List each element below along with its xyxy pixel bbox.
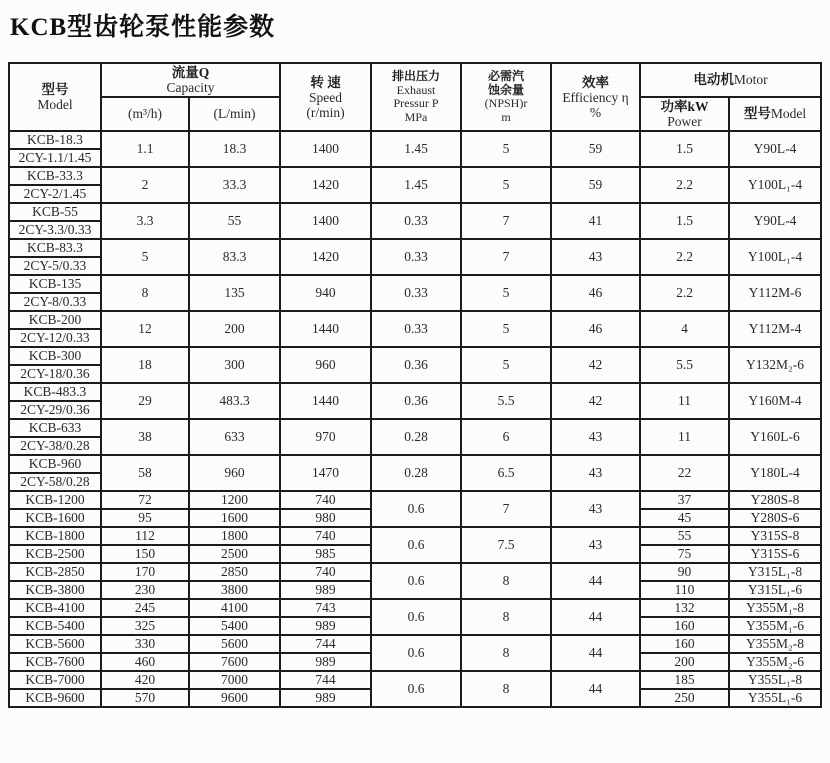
cell-power: 1.5	[640, 203, 729, 239]
cell-capacity-m3h: 29	[101, 383, 189, 419]
col-header-power	[640, 97, 729, 131]
cell-capacity-lmin: 18.3	[189, 131, 280, 167]
cell-model-2cy: 2CY-58/0.28	[9, 473, 101, 491]
col-header-m3h: (m³/h)	[101, 97, 189, 131]
cell-power: 1.5	[640, 131, 729, 167]
cell-capacity-lmin: 300	[189, 347, 280, 383]
cell-pressure: 0.6	[371, 563, 461, 599]
cell-model-2cy: 2CY-38/0.28	[9, 437, 101, 455]
cell-speed: 1400	[280, 203, 371, 239]
cell-motor-model: Y90L-4	[729, 203, 821, 239]
header-line: 型号	[41, 82, 69, 97]
cell-model-kcb: KCB-1200	[9, 491, 101, 509]
cell-efficiency: 44	[551, 671, 640, 707]
table-row	[9, 563, 821, 581]
col-header-lmin: (L/min)	[189, 97, 280, 131]
table-row	[9, 131, 821, 149]
header-line: %	[589, 104, 602, 120]
cell-motor-model: Y355L₁-8	[729, 671, 821, 689]
cell-speed: 740	[280, 563, 371, 581]
header-line: 必需汽	[488, 69, 525, 83]
cell-capacity-lmin: 1200	[189, 491, 280, 509]
page-title: KCB型齿轮泵性能参数	[10, 14, 276, 41]
cell-pressure: 0.6	[371, 671, 461, 707]
cell-speed: 1440	[280, 383, 371, 419]
cell-power: 2.2	[640, 167, 729, 203]
cell-capacity-lmin: 960	[189, 455, 280, 491]
cell-efficiency: 43	[551, 455, 640, 491]
cell-capacity-m3h: 330	[101, 635, 189, 653]
cell-power: 5.5	[640, 347, 729, 383]
header-line: 效率	[582, 74, 610, 90]
cell-capacity-m3h: 170	[101, 563, 189, 581]
header-line: MPa	[404, 109, 428, 124]
cell-model-kcb: KCB-55	[9, 203, 101, 221]
table-row	[9, 671, 821, 689]
cell-speed: 740	[280, 527, 371, 545]
cell-motor-model: Y160M-4	[729, 383, 821, 419]
cell-motor-model: Y355M₂-8	[729, 635, 821, 653]
cell-motor-model: Y180L-4	[729, 455, 821, 491]
cell-npsh: 5	[461, 347, 551, 383]
cell-efficiency: 44	[551, 563, 640, 599]
cell-motor-model: Y315L₁-6	[729, 581, 821, 599]
cell-pressure: 1.45	[371, 131, 461, 167]
cell-efficiency: 46	[551, 311, 640, 347]
cell-capacity-lmin: 5400	[189, 617, 280, 635]
cell-speed: 980	[280, 509, 371, 527]
cell-power: 45	[640, 509, 729, 527]
cell-capacity-m3h: 1.1	[101, 131, 189, 167]
cell-efficiency: 41	[551, 203, 640, 239]
table-row	[9, 383, 821, 401]
cell-model-kcb: KCB-33.3	[9, 167, 101, 185]
header-line: Efficiency η	[562, 89, 629, 105]
col-header-motor-model	[729, 97, 821, 131]
cell-pressure: 1.45	[371, 167, 461, 203]
cell-power: 185	[640, 671, 729, 689]
cell-capacity-m3h: 72	[101, 491, 189, 509]
header-line: Model	[770, 106, 807, 121]
cell-model-kcb: KCB-83.3	[9, 239, 101, 257]
cell-model-kcb: KCB-200	[9, 311, 101, 329]
cell-capacity-m3h: 150	[101, 545, 189, 563]
cell-capacity-m3h: 460	[101, 653, 189, 671]
cell-capacity-m3h: 245	[101, 599, 189, 617]
table-row	[9, 455, 821, 473]
cell-npsh: 7	[461, 203, 551, 239]
cell-model-kcb: KCB-5600	[9, 635, 101, 653]
cell-motor-model: Y280S-8	[729, 491, 821, 509]
cell-speed: 989	[280, 581, 371, 599]
cell-efficiency: 43	[551, 527, 640, 563]
cell-motor-model: Y355M₁-6	[729, 617, 821, 635]
header-line: 蚀余量	[488, 82, 525, 97]
table-row	[9, 203, 821, 221]
header-line: (r/min)	[306, 104, 345, 120]
header-line: 排出压力	[392, 69, 441, 83]
cell-model-kcb: KCB-5400	[9, 617, 101, 635]
cell-capacity-m3h: 2	[101, 167, 189, 203]
cell-motor-model: Y315S-6	[729, 545, 821, 563]
cell-pressure: 0.36	[371, 347, 461, 383]
cell-model-kcb: KCB-7600	[9, 653, 101, 671]
cell-speed: 1420	[280, 239, 371, 275]
cell-capacity-lmin: 483.3	[189, 383, 280, 419]
header-line: Motor	[733, 72, 768, 87]
cell-speed: 960	[280, 347, 371, 383]
cell-capacity-m3h: 112	[101, 527, 189, 545]
cell-pressure: 0.33	[371, 311, 461, 347]
cell-efficiency: 59	[551, 131, 640, 167]
cell-npsh: 5	[461, 131, 551, 167]
header-line: 型号	[743, 106, 771, 121]
cell-pressure: 0.28	[371, 419, 461, 455]
cell-pressure: 0.33	[371, 275, 461, 311]
cell-motor-model: Y160L-6	[729, 419, 821, 455]
cell-capacity-m3h: 58	[101, 455, 189, 491]
cell-model-kcb: KCB-135	[9, 275, 101, 293]
cell-speed: 744	[280, 671, 371, 689]
cell-speed: 940	[280, 275, 371, 311]
table-row	[9, 527, 821, 545]
header-line: m	[501, 109, 511, 124]
cell-capacity-lmin: 7000	[189, 671, 280, 689]
cell-motor-model: Y112M-6	[729, 275, 821, 311]
cell-capacity-lmin: 200	[189, 311, 280, 347]
cell-pressure: 0.28	[371, 455, 461, 491]
cell-model-2cy: 2CY-29/0.36	[9, 401, 101, 419]
cell-efficiency: 43	[551, 239, 640, 275]
table-row	[9, 239, 821, 257]
cell-pressure: 0.6	[371, 527, 461, 563]
cell-model-2cy: 2CY-5/0.33	[9, 257, 101, 275]
cell-capacity-lmin: 135	[189, 275, 280, 311]
cell-model-2cy: 2CY-18/0.36	[9, 365, 101, 383]
cell-capacity-lmin: 5600	[189, 635, 280, 653]
cell-efficiency: 59	[551, 167, 640, 203]
cell-motor-model: Y355M₁-8	[729, 599, 821, 617]
cell-capacity-lmin: 9600	[189, 689, 280, 707]
table-row	[9, 347, 821, 365]
cell-capacity-m3h: 5	[101, 239, 189, 275]
col-header-efficiency	[551, 63, 640, 131]
header-line: Capacity	[166, 80, 215, 95]
cell-speed: 970	[280, 419, 371, 455]
cell-model-2cy: 2CY-12/0.33	[9, 329, 101, 347]
cell-power: 132	[640, 599, 729, 617]
cell-model-2cy: 2CY-2/1.45	[9, 185, 101, 203]
cell-model-kcb: KCB-18.3	[9, 131, 101, 149]
cell-efficiency: 46	[551, 275, 640, 311]
cell-model-kcb: KCB-483.3	[9, 383, 101, 401]
table-header	[9, 63, 821, 131]
cell-power: 2.2	[640, 275, 729, 311]
cell-npsh: 5	[461, 167, 551, 203]
cell-capacity-lmin: 7600	[189, 653, 280, 671]
cell-npsh: 8	[461, 563, 551, 599]
cell-capacity-m3h: 18	[101, 347, 189, 383]
table-row	[9, 419, 821, 437]
cell-power: 110	[640, 581, 729, 599]
cell-efficiency: 43	[551, 491, 640, 527]
cell-model-kcb: KCB-4100	[9, 599, 101, 617]
header-line: 功率kW	[660, 99, 709, 114]
cell-efficiency: 44	[551, 599, 640, 635]
cell-model-2cy: 2CY-1.1/1.45	[9, 149, 101, 167]
cell-npsh: 5	[461, 311, 551, 347]
table-row	[9, 311, 821, 329]
cell-npsh: 5.5	[461, 383, 551, 419]
col-header-capacity	[101, 63, 280, 97]
cell-pressure: 0.6	[371, 491, 461, 527]
cell-power: 2.2	[640, 239, 729, 275]
header-row-1	[9, 63, 821, 97]
cell-model-kcb: KCB-633	[9, 419, 101, 437]
cell-power: 160	[640, 635, 729, 653]
cell-speed: 1470	[280, 455, 371, 491]
table-row	[9, 599, 821, 617]
cell-pressure: 0.6	[371, 599, 461, 635]
cell-capacity-lmin: 55	[189, 203, 280, 239]
cell-motor-model: Y355M₂-6	[729, 653, 821, 671]
cell-model-kcb: KCB-2500	[9, 545, 101, 563]
cell-capacity-m3h: 95	[101, 509, 189, 527]
cell-npsh: 7.5	[461, 527, 551, 563]
cell-speed: 985	[280, 545, 371, 563]
cell-power: 75	[640, 545, 729, 563]
cell-capacity-m3h: 570	[101, 689, 189, 707]
cell-model-kcb: KCB-1600	[9, 509, 101, 527]
cell-power: 250	[640, 689, 729, 707]
cell-speed: 989	[280, 689, 371, 707]
cell-capacity-lmin: 83.3	[189, 239, 280, 275]
cell-speed: 1420	[280, 167, 371, 203]
cell-motor-model: Y315L₁-8	[729, 563, 821, 581]
cell-speed: 989	[280, 617, 371, 635]
cell-capacity-m3h: 325	[101, 617, 189, 635]
cell-motor-model: Y355L₁-6	[729, 689, 821, 707]
cell-speed: 1440	[280, 311, 371, 347]
cell-model-kcb: KCB-9600	[9, 689, 101, 707]
col-header-model	[9, 63, 101, 131]
cell-power: 55	[640, 527, 729, 545]
cell-efficiency: 44	[551, 635, 640, 671]
cell-capacity-m3h: 420	[101, 671, 189, 689]
table-row	[9, 275, 821, 293]
cell-capacity-lmin: 1600	[189, 509, 280, 527]
cell-motor-model: Y90L-4	[729, 131, 821, 167]
cell-motor-model: Y132M₂-6	[729, 347, 821, 383]
table-row	[9, 635, 821, 653]
cell-npsh: 7	[461, 491, 551, 527]
cell-npsh: 6	[461, 419, 551, 455]
cell-npsh: 8	[461, 635, 551, 671]
cell-capacity-m3h: 38	[101, 419, 189, 455]
cell-pressure: 0.33	[371, 239, 461, 275]
cell-speed: 743	[280, 599, 371, 617]
cell-power: 4	[640, 311, 729, 347]
cell-capacity-m3h: 3.3	[101, 203, 189, 239]
cell-model-kcb: KCB-300	[9, 347, 101, 365]
cell-model-2cy: 2CY-3.3/0.33	[9, 221, 101, 239]
cell-npsh: 6.5	[461, 455, 551, 491]
header-line: Exhaust	[396, 82, 436, 97]
cell-power: 11	[640, 419, 729, 455]
pump-performance-table	[8, 62, 822, 708]
header-line: 流量Q	[171, 65, 210, 80]
cell-pressure: 0.6	[371, 635, 461, 671]
cell-model-kcb: KCB-2850	[9, 563, 101, 581]
cell-speed: 989	[280, 653, 371, 671]
cell-capacity-lmin: 33.3	[189, 167, 280, 203]
header-line: 转 速	[310, 74, 341, 90]
cell-model-kcb: KCB-7000	[9, 671, 101, 689]
cell-capacity-lmin: 3800	[189, 581, 280, 599]
cell-model-2cy: 2CY-8/0.33	[9, 293, 101, 311]
cell-motor-model: Y280S-6	[729, 509, 821, 527]
cell-npsh: 7	[461, 239, 551, 275]
col-header-motor	[640, 63, 821, 97]
table-row	[9, 491, 821, 509]
cell-capacity-m3h: 8	[101, 275, 189, 311]
cell-power: 200	[640, 653, 729, 671]
cell-npsh: 8	[461, 671, 551, 707]
cell-motor-model: Y112M-4	[729, 311, 821, 347]
col-header-npsh	[461, 63, 551, 131]
cell-model-kcb: KCB-960	[9, 455, 101, 473]
cell-capacity-m3h: 12	[101, 311, 189, 347]
col-header-speed	[280, 63, 371, 131]
cell-pressure: 0.33	[371, 203, 461, 239]
header-line: Power	[667, 114, 702, 129]
cell-capacity-lmin: 2500	[189, 545, 280, 563]
cell-npsh: 5	[461, 275, 551, 311]
cell-power: 11	[640, 383, 729, 419]
cell-capacity-lmin: 1800	[189, 527, 280, 545]
cell-capacity-m3h: 230	[101, 581, 189, 599]
cell-capacity-lmin: 4100	[189, 599, 280, 617]
cell-speed: 1400	[280, 131, 371, 167]
cell-motor-model: Y100L₁-4	[729, 239, 821, 275]
header-line: Speed	[309, 89, 343, 105]
cell-efficiency: 43	[551, 419, 640, 455]
table-body	[9, 131, 821, 707]
cell-capacity-lmin: 633	[189, 419, 280, 455]
cell-motor-model: Y100L₁-4	[729, 167, 821, 203]
cell-power: 160	[640, 617, 729, 635]
header-line: (NPSH)r	[484, 96, 528, 110]
header-line: 电动机	[693, 72, 734, 87]
cell-power: 22	[640, 455, 729, 491]
cell-speed: 740	[280, 491, 371, 509]
cell-motor-model: Y315S-8	[729, 527, 821, 545]
cell-speed: 744	[280, 635, 371, 653]
cell-model-kcb: KCB-1800	[9, 527, 101, 545]
cell-efficiency: 42	[551, 383, 640, 419]
col-header-pressure	[371, 63, 461, 131]
cell-efficiency: 42	[551, 347, 640, 383]
cell-power: 90	[640, 563, 729, 581]
cell-capacity-lmin: 2850	[189, 563, 280, 581]
cell-npsh: 8	[461, 599, 551, 635]
header-line: Model	[37, 97, 73, 112]
header-line: Pressur P	[393, 96, 439, 110]
cell-model-kcb: KCB-3800	[9, 581, 101, 599]
cell-power: 37	[640, 491, 729, 509]
table-row	[9, 167, 821, 185]
cell-pressure: 0.36	[371, 383, 461, 419]
